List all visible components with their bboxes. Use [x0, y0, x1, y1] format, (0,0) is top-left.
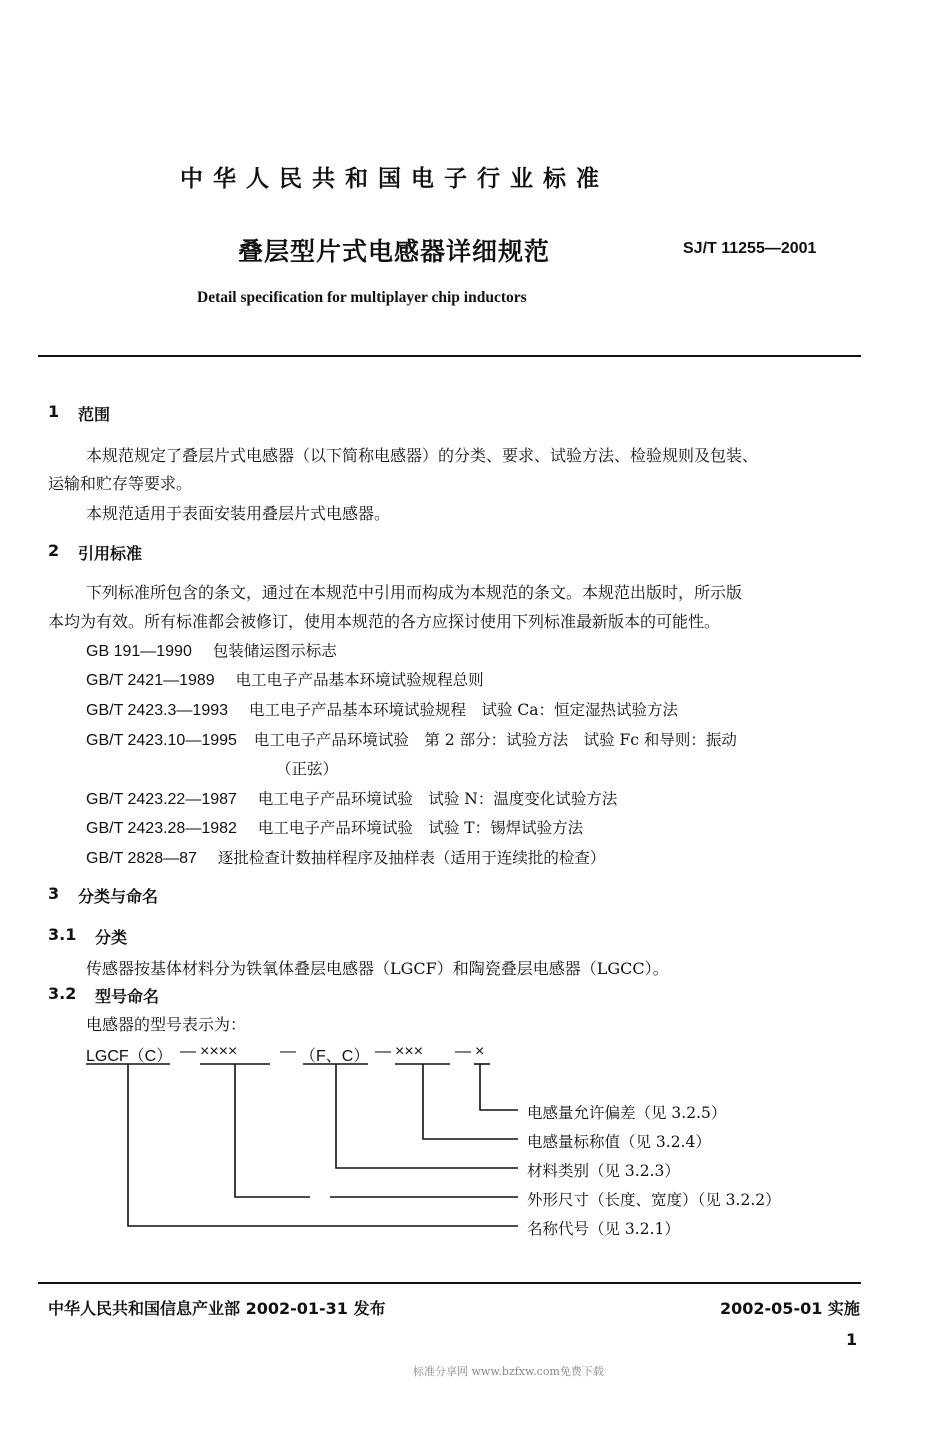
model-code-part-material: （F、C）	[300, 1048, 370, 1065]
model-code-dash: —	[455, 1043, 471, 1060]
section-3-1-number: 3.1	[48, 925, 77, 944]
section-3-1-title: 分类	[95, 928, 128, 947]
english-title: Detail specification for multiplayer chip inductors	[197, 289, 527, 306]
reference-title: 电工电子产品环境试验 第 2 部分：试验方法 试验 Fc 和导则：振动	[253, 731, 737, 749]
reference-code: GB/T 2423.10—1995	[86, 732, 237, 749]
model-code-part-tolerance: ×	[475, 1043, 485, 1060]
reference-title: 电工电子产品基本环境试验规程 试验 Ca：恒定湿热试验方法	[248, 701, 678, 719]
industry-standard-heading: 中华人民共和国电子行业标准	[180, 166, 609, 192]
issuer-line: 中华人民共和国信息产业部 2002-01-31 发布	[48, 1299, 386, 1318]
section-3-1-text: 传感器按基体材料分为铁氧体叠层电感器（LGCF）和陶瓷叠层电感器（LGCC）。	[86, 959, 669, 978]
model-code-label-material: 材料类别（见 3.2.3）	[527, 1162, 680, 1180]
watermark: 标准分享网 www.bzfxw.com免费下载	[413, 1365, 604, 1378]
section-3-2-intro: 电感器的型号表示为：	[86, 1015, 247, 1034]
reference-title: 电工电子产品环境试验 试验 N：温度变化试验方法	[257, 790, 618, 808]
reference-code: GB/T 2423.3—1993	[86, 702, 229, 719]
section-3-2-title: 型号命名	[95, 987, 160, 1006]
section-1-paragraph: 本规范适用于表面安装用叠层片式电感器。	[86, 504, 391, 523]
reference-code: GB/T 2828—87	[86, 850, 197, 867]
section-3-2-number: 3.2	[48, 984, 77, 1003]
section-1-title: 范围	[78, 405, 111, 424]
section-2-title: 引用标准	[78, 544, 143, 563]
reference-code: GB/T 2423.22—1987	[86, 791, 237, 808]
model-code-part-nominal: ×××	[395, 1043, 424, 1060]
section-1-paragraph-line: 运输和贮存等要求。	[48, 474, 193, 493]
section-1-number: 1	[48, 402, 60, 421]
model-code-dash: —	[375, 1043, 391, 1060]
reference-title: 电工电子产品基本环境试验规程总则	[235, 671, 484, 689]
model-code-label-size: 外形尺寸（长度、宽度）（见 3.2.2）	[527, 1191, 781, 1209]
reference-title-continuation: （正弦）	[276, 760, 339, 778]
section-2-paragraph-line: 下列标准所包含的条文，通过在本规范中引用而构成为本规范的条文。本规范出版时，所示版	[86, 583, 743, 602]
section-3-title: 分类与命名	[78, 887, 159, 906]
model-code-label-nominal: 电感量标称值（见 3.2.4）	[527, 1133, 711, 1151]
footer-divider	[38, 1282, 861, 1284]
model-code-dash: —	[180, 1043, 196, 1060]
standard-code: SJ/T 11255—2001	[683, 240, 817, 257]
document-title: 叠层型片式电感器详细规范	[238, 237, 551, 266]
section-1-paragraph-line: 本规范规定了叠层片式电感器（以下简称电感器）的分类、要求、试验方法、检验规则及包装、	[86, 446, 759, 465]
reference-title: 包装储运图示标志	[212, 642, 337, 660]
model-code-part-prefix: LGCF（C）	[86, 1048, 173, 1065]
section-3-number: 3	[48, 884, 60, 903]
section-2-number: 2	[48, 541, 60, 560]
reference-code: GB/T 2421—1989	[86, 672, 215, 689]
page-number: 1	[846, 1330, 858, 1349]
model-code-label-tolerance: 电感量允许偏差（见 3.2.5）	[527, 1104, 727, 1122]
model-code-part-size: ××××	[200, 1043, 238, 1060]
reference-code: GB/T 2423.28—1982	[86, 820, 237, 837]
reference-code: GB 191—1990	[86, 643, 192, 660]
reference-title: 逐批检查计数抽样程序及抽样表（适用于连续批的检查）	[217, 849, 606, 867]
model-code-label-name: 名称代号（见 3.2.1）	[527, 1220, 680, 1238]
reference-title: 电工电子产品环境试验 试验 T：锡焊试验方法	[257, 819, 584, 837]
section-2-paragraph-line: 本均为有效。所有标准都会被修订，使用本规范的各方应探讨使用下列标准最新版本的可能性。	[48, 612, 721, 631]
effective-date: 2002-05-01 实施	[720, 1299, 860, 1318]
model-code-dash: —	[280, 1043, 296, 1060]
